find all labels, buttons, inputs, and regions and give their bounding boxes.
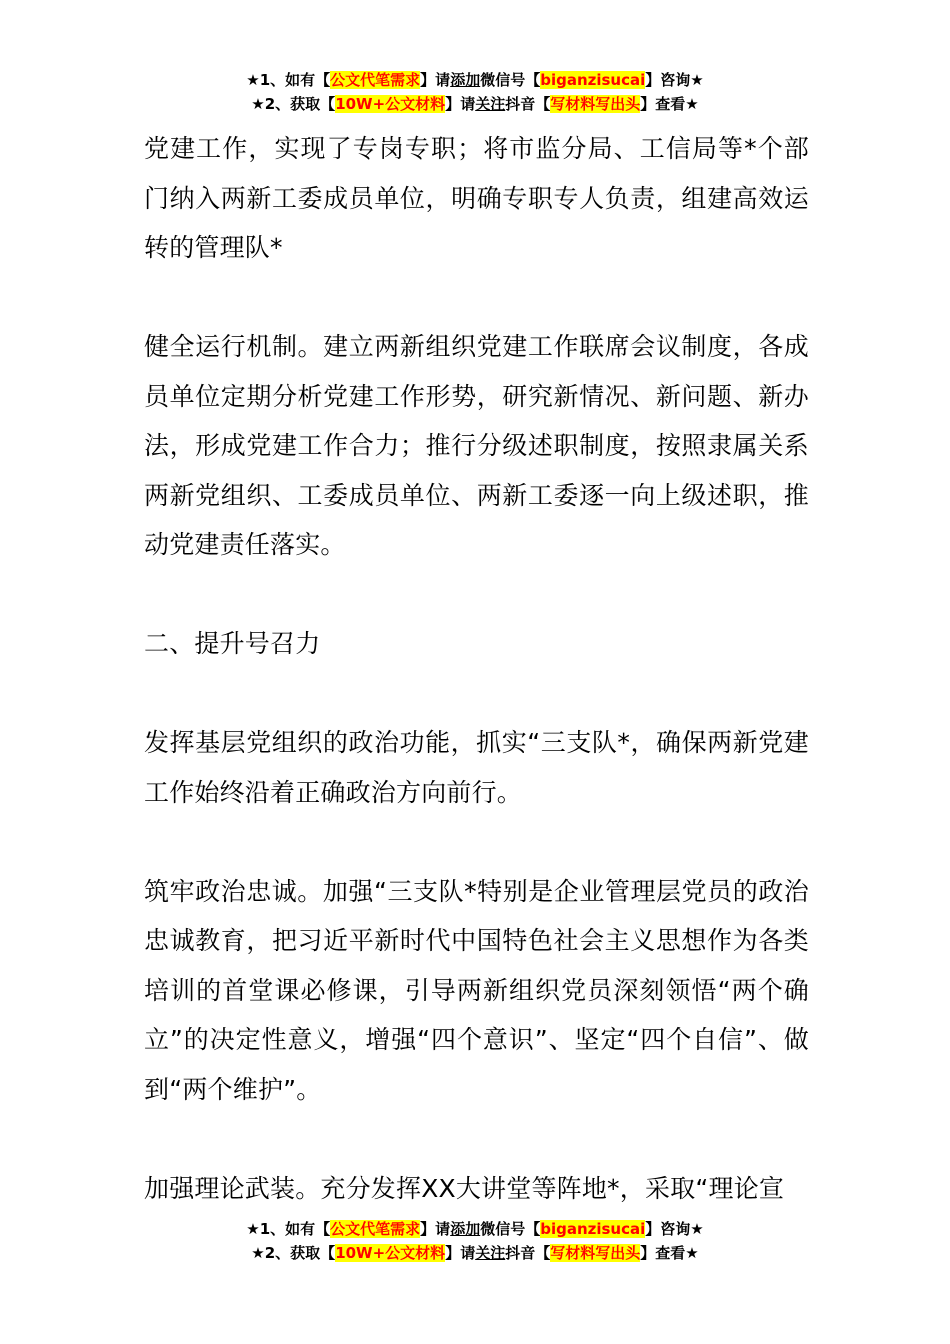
promo-highlight: 公文代笔需求: [330, 71, 421, 89]
promo-text: 】请: [420, 1220, 451, 1238]
promo-highlight: biganzisucai: [540, 1220, 646, 1238]
promo-banner-bottom: [0, 1217, 950, 1265]
promo-underlined-text: 添加: [450, 71, 481, 89]
document-body: [144, 124, 809, 1213]
promo-highlight: 10W+公文材料: [335, 1244, 446, 1262]
promo-highlight: 写材料写出头: [550, 1244, 641, 1262]
promo-highlight: biganzisucai: [540, 71, 646, 89]
promo-text: 】请: [445, 95, 476, 113]
promo-underlined-text: 关注: [475, 1244, 506, 1262]
promo-text: ★1、如有【: [246, 71, 331, 89]
promo-banner-top: [0, 68, 950, 116]
promo-line-2: [0, 92, 950, 116]
promo-text: 】咨询★: [645, 1220, 704, 1238]
promo-text: 】请: [420, 71, 451, 89]
paragraph: 筑牢政治忠诚。加强“三支队*特别是企业管理层党员的政治忠诚教育，把习近平新时代中国特色社会主义思想作为各类培训的首堂课必修课，引导两新组织党员深刻领悟“两个确立”的决定性意义，增强“四个意识”、坚定“四个自信”、做到“两个维护”。: [144, 876, 809, 1104]
paragraph: 党建工作，实现了专岗专职；将市监分局、工信局等*个部门纳入两新工委成员单位，明确专职专人负责，组建高效运转的管理队*: [144, 134, 809, 262]
promo-text: 】请: [445, 1244, 476, 1262]
promo-text: 】咨询★: [645, 71, 704, 89]
promo-line-1: [0, 1217, 950, 1241]
promo-text: 】查看★: [640, 1244, 699, 1262]
promo-line-1: [0, 68, 950, 92]
paragraph: 发挥基层党组织的政治功能，抓实“三支队*，确保两新党建工作始终沿着正确政治方向前行。: [144, 728, 809, 807]
promo-highlight: 公文代笔需求: [330, 1220, 421, 1238]
promo-text: ★2、获取【: [251, 95, 336, 113]
promo-line-2: [0, 1241, 950, 1265]
promo-text: 】查看★: [640, 95, 699, 113]
promo-text: 抖音【: [505, 1244, 551, 1262]
promo-text: 抖音【: [505, 95, 551, 113]
paragraph: 健全运行机制。建立两新组织党建工作联席会议制度，各成员单位定期分析党建工作形势，研究新情况、新问题、新办法，形成党建工作合力；推行分级述职制度，按照隶属关系两新党组织、工委成员单位、两新工委逐一向上级述职，推动党建责任落实。: [144, 332, 809, 559]
section-heading: 二、提升号召力: [144, 629, 321, 658]
promo-underlined-text: 添加: [450, 1220, 481, 1238]
paragraph: 加强理论武装。充分发挥XX大讲堂等阵地*，采取“理论宣: [144, 1173, 785, 1203]
promo-highlight: 写材料写出头: [550, 95, 641, 113]
promo-highlight: 10W+公文材料: [335, 95, 446, 113]
promo-text: 微信号【: [480, 71, 541, 89]
promo-underlined-text: 关注: [475, 95, 506, 113]
promo-text: 微信号【: [480, 1220, 541, 1238]
promo-text: ★2、获取【: [251, 1244, 336, 1262]
promo-text: ★1、如有【: [246, 1220, 331, 1238]
